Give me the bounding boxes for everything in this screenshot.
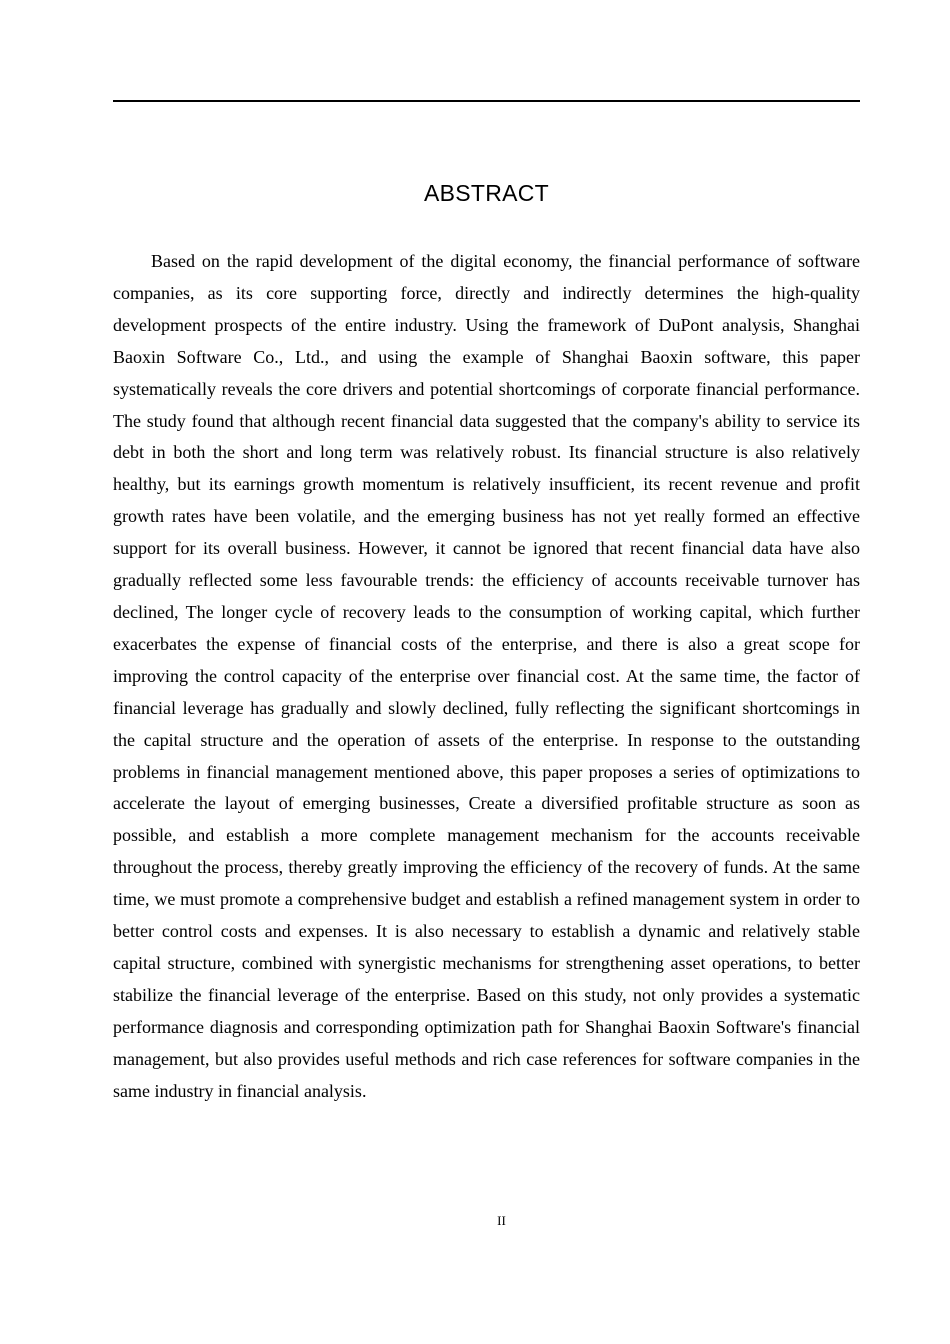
header-rule [113,100,860,102]
abstract-title: ABSTRACT [423,180,550,206]
page-number: II [497,1213,506,1228]
abstract-body: Based on the rapid development of the digital economy, the financial performance of software companies, as its core supporting force, directly and indirectly determines the high-quality development prospects of the entire industry. Using the framework of DuPont analysis, Shanghai Baoxin Software Co., Ltd., and using the example of Shanghai Baoxin software, this paper systematically reveals the core drivers and potential shortcomings of corporate financial performance. The study found that although recent financial data suggested that the company's ability to service its debt in both the short and long term was relatively robust. Its financial structure is also relatively healthy, but its earnings growth momentum is relatively insufficient, its recent revenue and profit growth rates have been volatile, and the emerging business has not yet really formed an effective support for its overall business. However, it cannot be ignored that recent financial data have also gradually reflected some less favourable trends: the efficiency of accounts receivable turnover has declined, The longer cycle of recovery leads to the consumption of working capital, which further exacerbates the expense of financial costs of the enterprise, and there is also a great scope for improving the control capacity of the enterprise over financial cost. At the same time, the factor of financial leverage has gradually and slowly declined, fully reflecting the significant shortcomings in the capital structure and the operation of assets of the enterprise. In response to the outstanding problems in financial management mentioned above, this paper proposes a series of optimizations to accelerate the layout of emerging businesses, Create a diversified profitable structure as soon as possible, and establish a more complete management mechanism for the accounts receivable throughout the process, thereby greatly improving the efficiency of the recovery of funds. At the same time, we must promote a comprehensive budget and establish a refined management system in order to better control costs and expenses. It is also necessary to establish a dynamic and relatively stable capital structure, combined with synergistic mechanisms for strengthening asset operations, to better stabilize the financial leverage of the enterprise. Based on this study, not only provides a systematic performance diagnosis and corresponding optimization path for Shanghai Baoxin Software's financial management, but also provides useful methods and rich case references for software companies in the same industry in financial analysis. [113,251,860,1101]
